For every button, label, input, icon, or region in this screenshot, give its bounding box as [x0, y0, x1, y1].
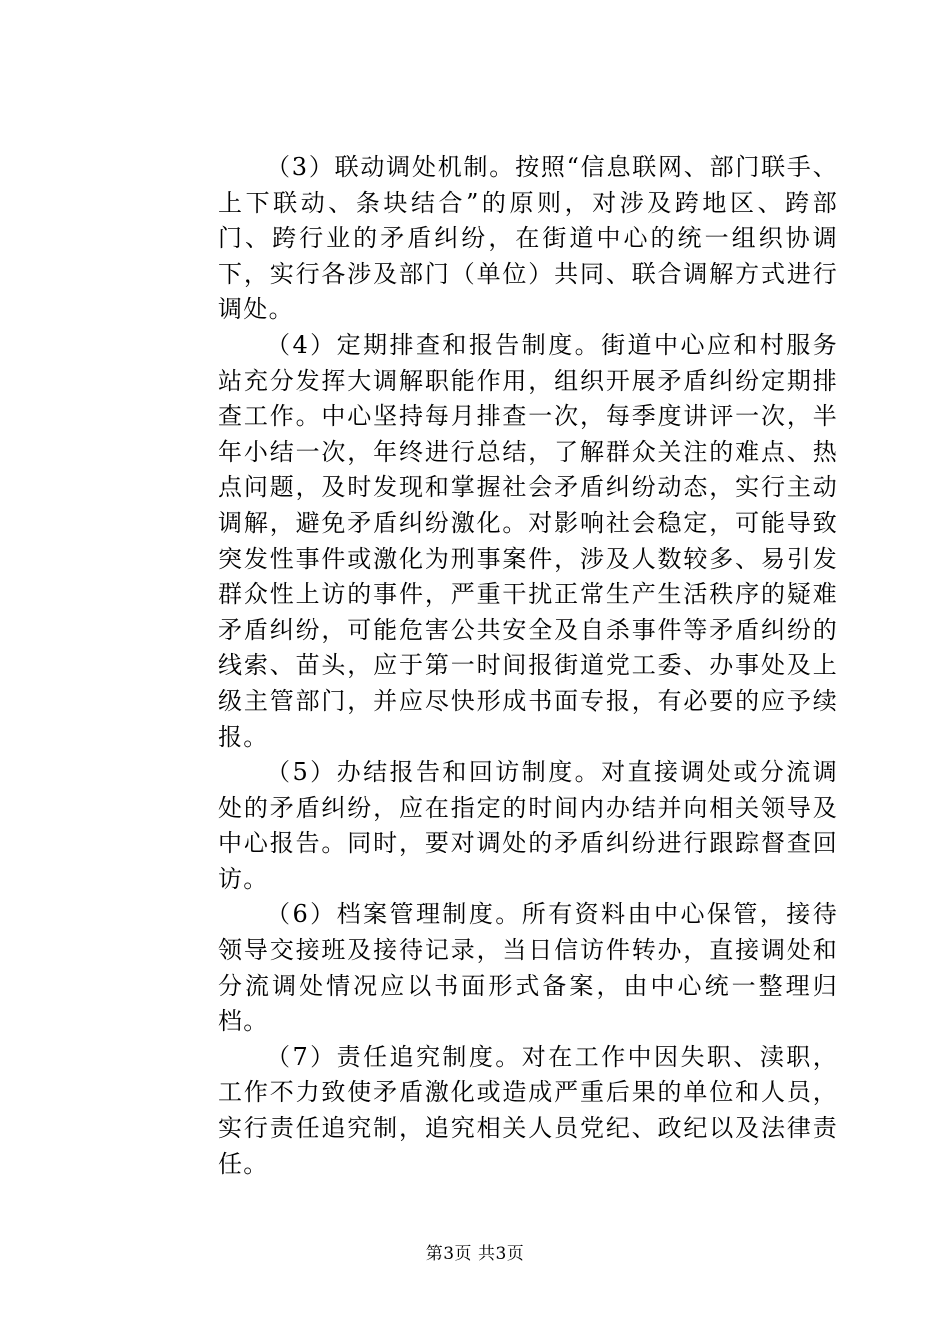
paragraph-archive-management: （6）档案管理制度。所有资料由中心保管，接待领导交接班及接待记录，当日信访件转办，直接调处和分流调处情况应以书面形式备案，由中心统一整理归档。: [218, 900, 838, 1036]
paragraph-linkage-mechanism: （3）联动调处机制。按照“信息联网、部门联手、上下联动、条块结合”的原则，对涉及跨地区、跨部门、跨行业的矛盾纠纷，在街道中心的统一组织协调下，实行各涉及部门（单位）共同、联合调解方式进行调处。: [218, 153, 838, 324]
paragraph-completion-report: （5）办结报告和回访制度。对直接调处或分流调处的矛盾纠纷，应在指定的时间内办结并向相关领导及中心报告。同时，要对调处的矛盾纠纷进行跟踪督查回访。: [218, 758, 838, 893]
paragraph-accountability: （7）责任追究制度。对在工作中因失职、渎职，工作不力致使矛盾激化或造成严重后果的单位和人员，实行责任追究制，追究相关人员党纪、政纪以及法律责任。: [218, 1042, 838, 1178]
document-body: [218, 150, 838, 1182]
paragraph-regular-inspection: （4）定期排查和报告制度。街道中心应和村服务站充分发挥大调解职能作用，组织开展矛盾纠纷定期排查工作。中心坚持每月排查一次，每季度讲评一次，半年小结一次，年终进行总结，了解群众关注的难点、热点问题，及时发现和掌握社会矛盾纠纷动态，实行主动调解，避免矛盾纠纷激化。对影响社会稳定，可能导致突发性事件或激化为刑事案件，涉及人数较多、易引发群众性上访的事件，严重干扰正常生产生活秩序的疑难矛盾纠纷，可能危害公共安全及自杀事件等矛盾纠纷的线索、苗头，应于第一时间报街道党工委、办事处及上级主管部门，并应尽快形成书面专报，有必要的应予续报。: [218, 330, 838, 751]
page-footer: 第3页 共3页: [425, 1244, 525, 1264]
